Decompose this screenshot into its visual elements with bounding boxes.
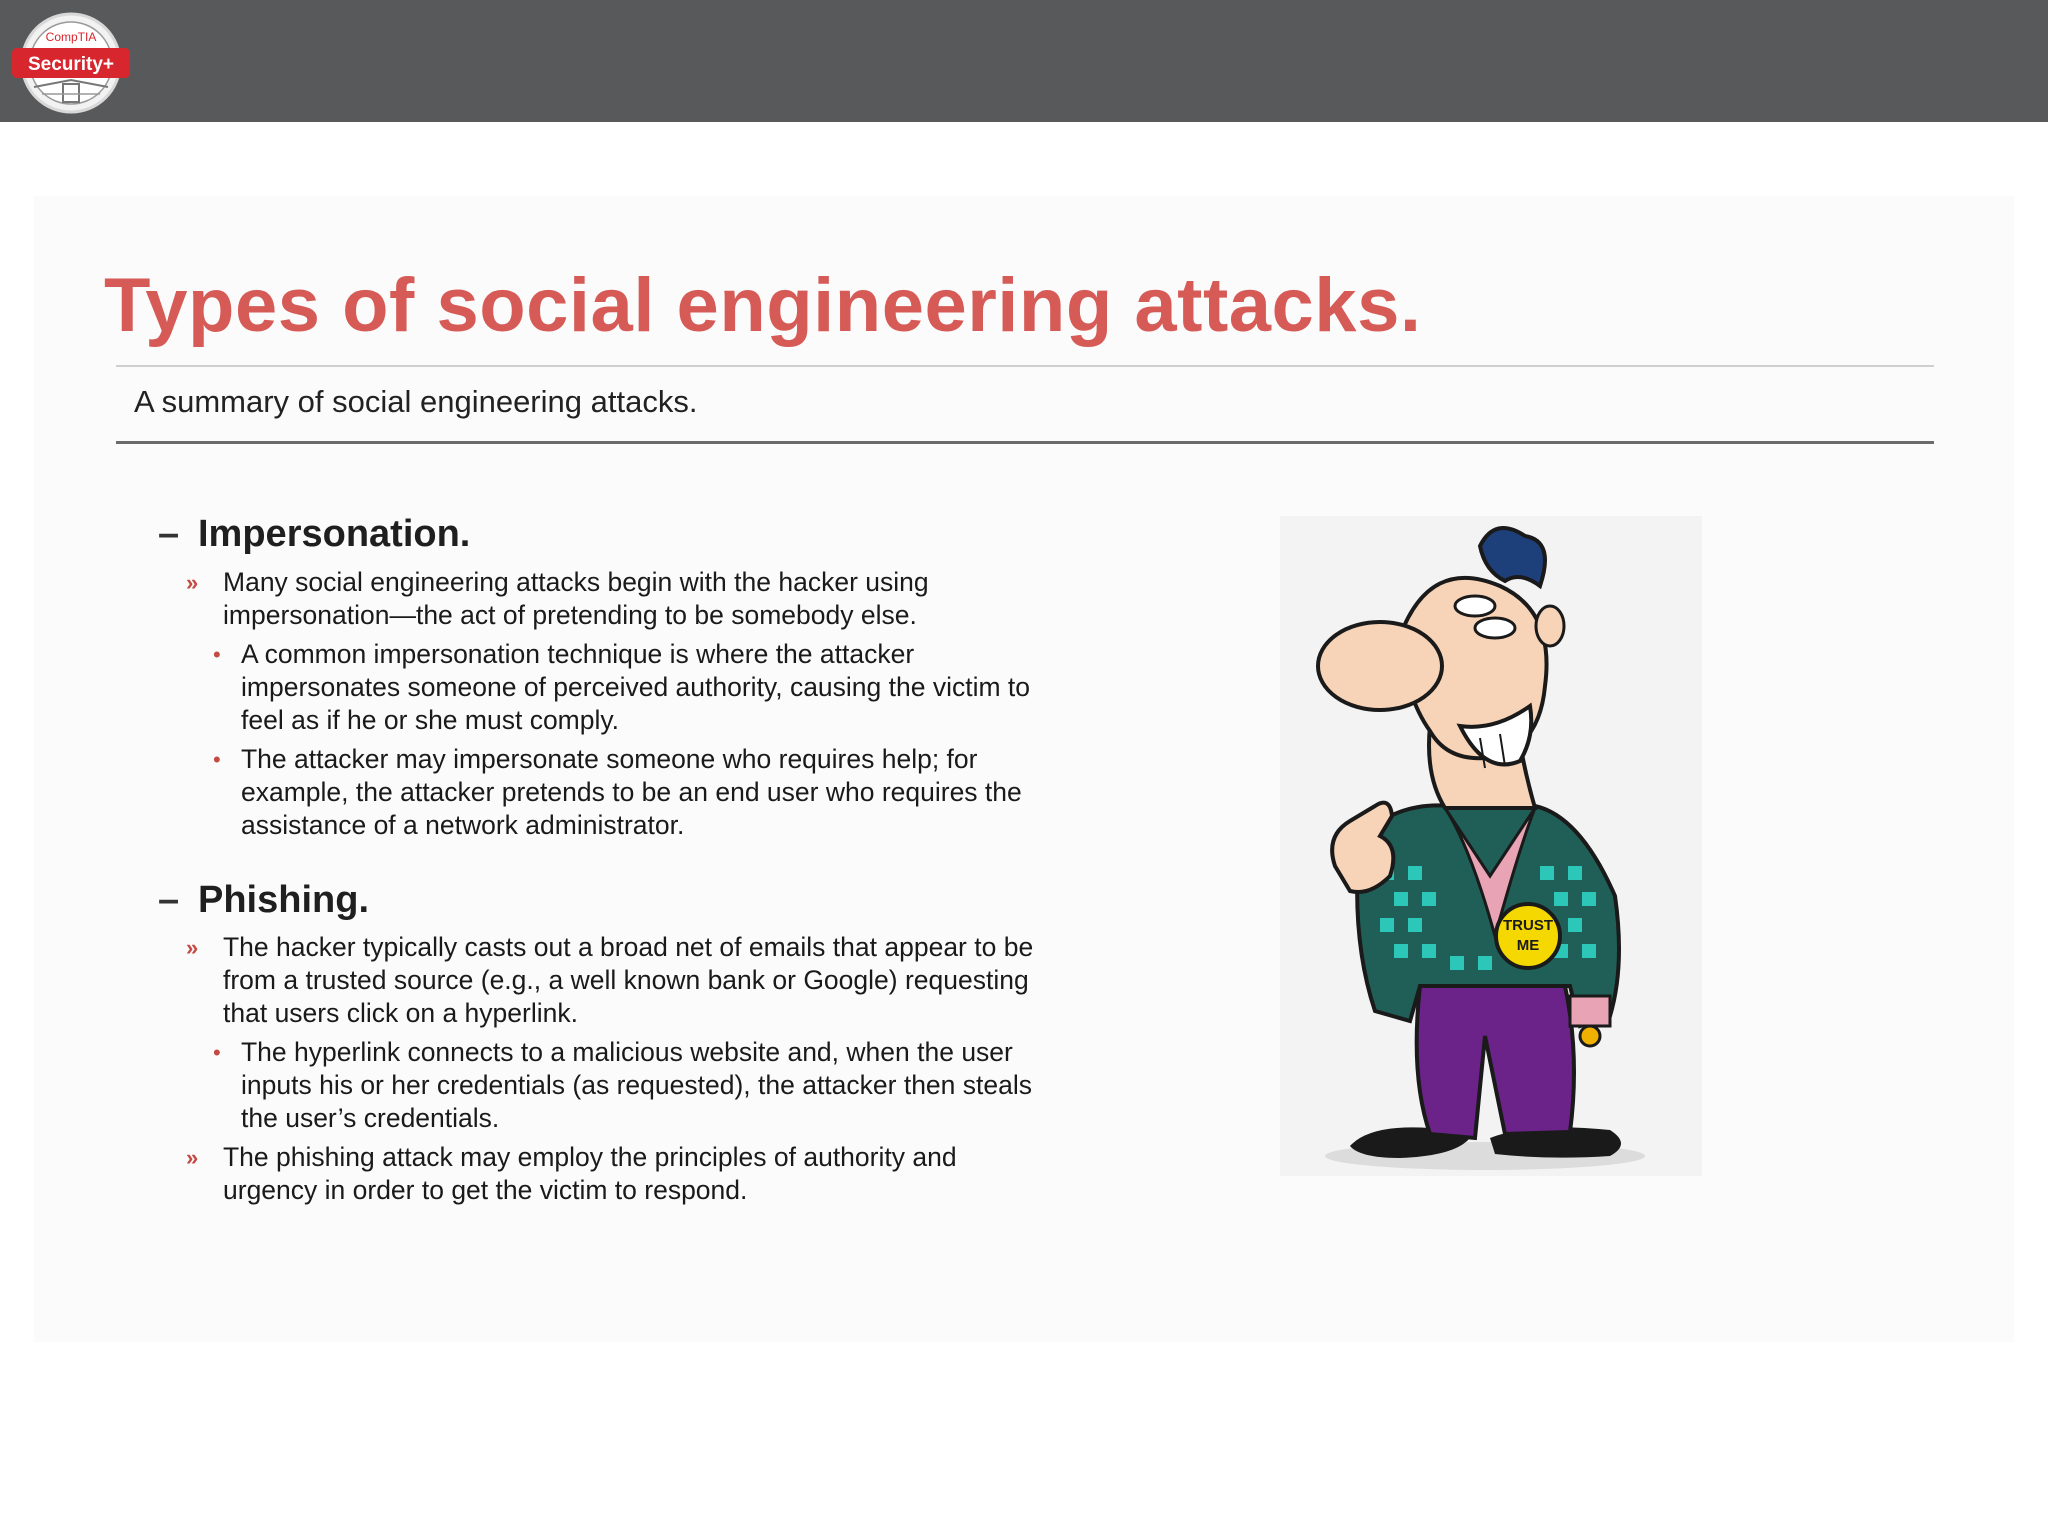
chevron-bullet-icon: »: [186, 935, 199, 961]
svg-text:TRUST: TRUST: [1503, 917, 1553, 934]
section-heading-text: Impersonation.: [198, 513, 471, 555]
dot-bullet-icon: •: [213, 641, 221, 667]
section-dash: –: [158, 513, 180, 555]
list-item: [158, 1141, 1058, 1207]
list-item-text: The hyperlink connects to a malicious website and, when the user inputs his or her credentials (as requested), the attacker then steals the user’s credentials.: [241, 1037, 1033, 1134]
list-item-text: The hacker typically casts out a broad net of emails that appear to be from a trusted source (e.g., a well known bank or Google) requesting that users click on a hyperlink.: [223, 932, 1034, 1029]
dot-bullet-icon: •: [213, 1040, 221, 1066]
section-phishing: [158, 878, 1058, 1208]
slide-subtitle: A summary of social engineering attacks.: [134, 384, 698, 419]
section-heading: [158, 512, 1058, 558]
chevron-bullet-icon: »: [186, 569, 199, 595]
list-item-text: A common impersonation technique is where the attacker impersonates someone of perceived authority, causing the victim to feel as if he or she must comply.: [241, 638, 1031, 735]
slide-title: Types of social engineering attacks.: [104, 263, 1422, 348]
list-item: [158, 1036, 1058, 1135]
svg-text:ME: ME: [1516, 937, 1540, 954]
section-impersonation: [158, 512, 1058, 842]
svg-text:CompTIA: CompTIA: [45, 30, 97, 44]
comptia-security-plus-logo: [12, 12, 130, 114]
dot-bullet-icon: •: [213, 746, 221, 772]
list-item-text: The phishing attack may employ the principles of authority and urgency in order to get the victim to respond.: [223, 1142, 957, 1206]
title-divider: [116, 365, 1934, 367]
list-item: [158, 743, 1058, 842]
list-item-text: Many social engineering attacks begin with the hacker using impersonation—the act of pretending to be somebody else.: [223, 566, 929, 630]
section-heading: [158, 878, 1058, 924]
cartoon-man-icon: [1280, 516, 1702, 1176]
subtitle-divider: [116, 441, 1934, 444]
chevron-bullet-icon: »: [186, 1145, 199, 1171]
svg-text:Security+: Security+: [27, 54, 115, 75]
list-item: [158, 638, 1058, 737]
section-heading-text: Phishing.: [198, 878, 369, 921]
list-item-text: The attacker may impersonate someone who requires help; for example, the attacker pretends to be an end user who requires the assistance of a network administrator.: [241, 743, 1022, 840]
top-bar: [0, 0, 2048, 122]
list-item: [158, 566, 1058, 632]
slide-content: [158, 512, 1058, 1213]
section-dash: –: [158, 878, 180, 921]
list-item: [158, 931, 1058, 1030]
